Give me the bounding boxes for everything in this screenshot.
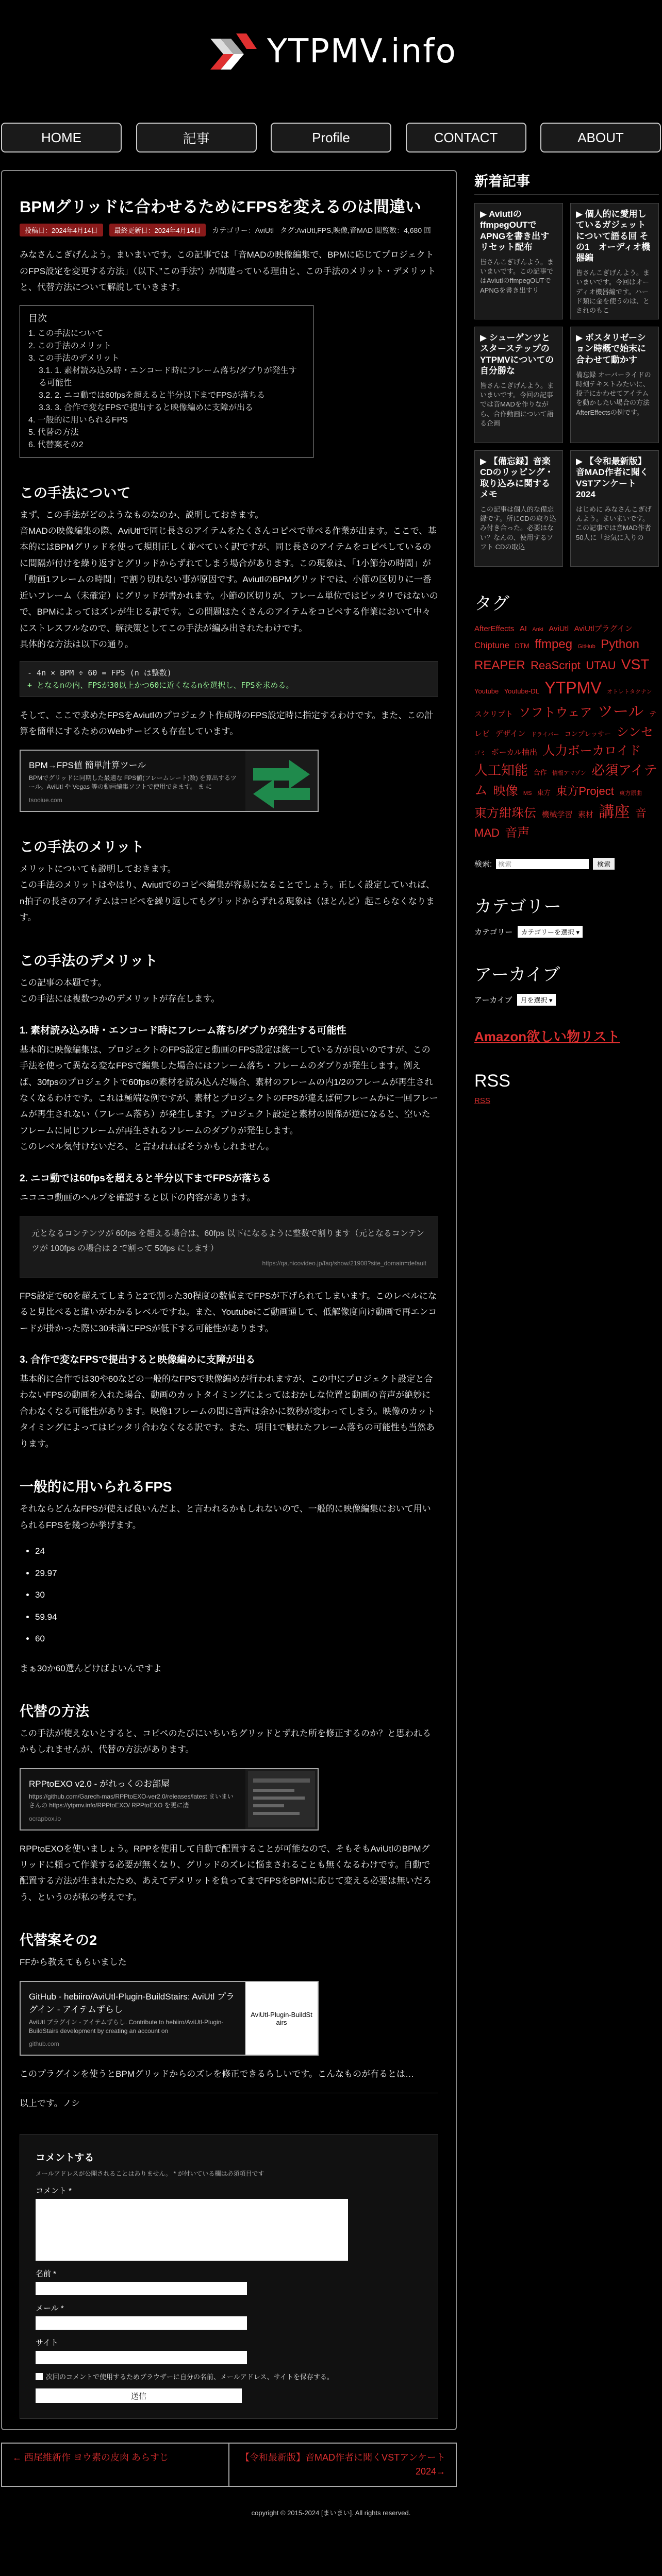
tag-link[interactable]: ボーカル抽出 (491, 748, 538, 757)
copyright: copyright © 2015-2024 [まいまい]. All rights reserved. (251, 2509, 411, 2517)
card-desc: BPMでグリッドに同期した最適な FPS値(フレームレート)数) を算出するツール。AviUtl や Vegas 等の動画編集ソフトで使用できます。 ま に (29, 774, 237, 791)
code-line: - 4n × BPM ÷ 60 = FPS (n は整数) (27, 668, 172, 677)
link-card-bpm-tool[interactable] (20, 750, 319, 812)
archive-label: アーカイブ (474, 996, 512, 1005)
new-post-title: ▶ AviutlのffmpegOUTでAPNGを書き出すリセット配布 (480, 209, 550, 252)
tag-link[interactable]: 機械学習 (541, 810, 573, 819)
subsection-heading: 3. 合作で変なFPSで提出すると映像編めに支障が出る (20, 1354, 256, 1366)
new-post-excerpt: 皆さんこぎげんよう。まいまいです。今回の記事では音MADを作りながら、合作動画について語る企画 (480, 382, 554, 427)
tag-link[interactable]: YTPMV (544, 679, 602, 697)
tag-link[interactable]: MS (523, 790, 532, 796)
search-label: 検索: (474, 860, 492, 869)
tag-link[interactable]: Anki (532, 626, 543, 633)
paragraph: そして、ここで求めたFPSをAviutlのプロジェクト作成時のFPS設定時に指定するわけです。また、この計算を簡単にするためのWebサービスも存在しています。 (20, 710, 434, 736)
quote-text: 元となるコンテンツが 60fps を超える場合は、60fps 以下になるように整数で割ります（元となるコンテンツが 100fps の場合は 2 で割って 50fps にします） (31, 1229, 425, 1253)
tag-link[interactable]: Youtube-DL (504, 687, 539, 695)
screenshot-thumbnail (245, 1769, 318, 1829)
card-desc: https://github.com/Garech-mas/RPPtoEXO-ver2.0/releases/latest まいまいさんの https://ytpmv.info/RPPtoEXO/ RPPtoEXO を更に凄 (29, 1792, 234, 1809)
tag-link[interactable]: 合作 (533, 769, 547, 776)
email-label: メール * (36, 2304, 64, 2313)
amazon-wishlist-link[interactable]: Amazon欲しい物リスト (474, 1029, 620, 1044)
new-post-title: ▶ ボスタリゼーション時概で始末に合わせて動かす (576, 333, 646, 365)
tag-link[interactable]: VST (621, 656, 650, 672)
archive-row (474, 994, 659, 1006)
paragraph: この手法のメリットはやはり、Aviutlでのコピペ編集が容易になることでしょう。正しく設定していれば、n拍子の長さのアイテムはコピペを繰り返してもグリッドからずれる現象は（ほとんど）起こらなくなります。 (20, 880, 435, 923)
page-layout (0, 170, 662, 2487)
toc-item[interactable]: 5. 代替の方法 (28, 428, 79, 437)
comment-form (20, 2134, 438, 2419)
nav-profile[interactable]: Profile (271, 123, 391, 152)
name-input[interactable] (36, 2282, 247, 2295)
card-domain: ocrapbox.io (29, 1815, 61, 1822)
nav-articles[interactable]: 記事 (136, 123, 257, 152)
fps-item: • 30 (35, 1584, 438, 1606)
category-select-value: カテゴリーを選択 (521, 928, 574, 936)
tag-link[interactable]: ReaScript (531, 659, 581, 672)
tag-link[interactable]: デザイン (495, 730, 526, 738)
rss-link[interactable]: RSS (474, 1096, 490, 1105)
site-label: サイト (36, 2338, 58, 2348)
paragraph: 基本的に合作では30や60などの一般的なFPSで映像編めが行われますが、この中にプロジェクト設定と合わないFPSの動画を入れた場合、動画のカットタイミングによってはおかしな位置と動画の音声が絶妙に合わなくなる可能性があります。映像1フレームの間に音声は余かに数秒が変わってしまう。映像のカットタイミングによってはビッタリ合わなくなる訳です。また、項目1で触れたフレーム落ちの可能性も当然あります。 (20, 1374, 436, 1449)
new-post-excerpt: 備忘録 オーバーライドの時刻テキストみたいに、投子にかわせてアイテムを動かしたい場合の方法 AfterEffectsの例です。 (576, 370, 651, 416)
nav-home[interactable]: HOME (1, 123, 122, 152)
link-card-rpptoexo[interactable] (20, 1768, 319, 1831)
published-date: 投稿日：2024年4月14日 (20, 224, 103, 236)
new-post-title: ▶ シューゲンツとスターステップのYTPMVについての自分勝な (480, 333, 554, 376)
paragraph: まず、この手法がどのようなものなのか、説明しておきます。 (20, 510, 264, 520)
archive-select[interactable]: 月を選択 ▾ (517, 994, 555, 1006)
new-posts-grid (474, 203, 659, 567)
card-title: BPM→FPS値 簡単計算ツール (29, 760, 146, 771)
tag-link[interactable]: 東方紺珠伝 (474, 806, 536, 820)
tag-link[interactable]: GitHub (577, 643, 595, 650)
section-heading: この手法について (20, 485, 131, 501)
card-text (21, 751, 245, 811)
comment-label: コメント * (36, 2187, 72, 2196)
post-navigation (1, 2443, 457, 2487)
paragraph: このレベル気付けないだろ、と言われればそうかもしれません。 (20, 1142, 275, 1152)
new-post-card[interactable] (570, 327, 659, 443)
code-block (20, 661, 438, 697)
updated-date: 最終更新日：2024年4月14日 (109, 224, 206, 236)
tag-link[interactable]: 素材 (577, 810, 593, 819)
site-title: YTPMV.info (267, 32, 457, 71)
toc-item[interactable]: 3.3. 3. 合作で変なFPSで提出すると映像編めに支障が出る (39, 403, 254, 412)
new-post-card[interactable] (474, 327, 563, 443)
post-title: BPMグリッドに合わせるためにFPSを変えるのは間違い (20, 198, 421, 216)
tag-link[interactable]: Youtube (474, 687, 499, 695)
tag-link[interactable]: DTM (515, 642, 529, 650)
tag-link[interactable]: テレビ (474, 710, 657, 738)
email-input[interactable] (36, 2316, 247, 2330)
tag-link[interactable]: REAPER (474, 658, 525, 672)
tag-link[interactable]: 人力ボーカロイド (542, 744, 641, 758)
link-card-github[interactable] (20, 1981, 319, 2056)
tag-link[interactable]: ゴミ (474, 750, 486, 756)
section-heading: この手法のデメリット (20, 953, 158, 969)
sidebar (474, 170, 659, 2487)
post-tags[interactable]: タグ:AviUtl,FPS,映像,音MAD 閲覧数：4,680 回 (280, 226, 432, 234)
paragraph: この手法には複数つかのデメリットが存在します。 (20, 994, 220, 1004)
save-info-row (36, 2371, 422, 2381)
fps-item: • 29.97 (35, 1563, 438, 1585)
new-post-title: ▶ 【令和最新版】音MAD作者に聞くVSTアンケート 2024 (576, 456, 649, 499)
github-thumbnail (245, 1982, 318, 2055)
fps-list (35, 1540, 438, 1650)
paragraph: 音MADの映像編集の際、AviUtlで同じ長さのアイテムをたくさんコピペで並べる作業が出ます。ここで、基本的にはBPMグリッドを使って規則正しく並べていく訳ですが、同じ長さのアイテムをコピペしているのに間隔が付けを繰り返すとグリッドからずれてしまう場合があります。この現象は、「1小節分の時間」が「動画1フレームの時間」で割り切れない事が原因です。AviutlのBPMグリッドでは、小節の区切りに一番近いフレーム（未確定）にグリッドが書かれます。小節の区切りが、フレーム単位ではピッタリではないので、BPMによってはズレが生じる訳です。この問題はたくさんのアイテムをコピペする作業において中々にストレスフルなので、解決策としてこの手法が編み出されたわけです。 (20, 526, 438, 633)
toc-list (28, 328, 305, 451)
archive-title: アーカイブ (474, 965, 560, 985)
card-desc: AviUtl プラグイン - アイテムずらし. Contribute to hebiiro/AviUtl-Plugin-BuildStairs development by creating an account on (29, 2018, 224, 2035)
table-of-contents (20, 305, 313, 458)
subsection-heading: 2. ニコ動では60fpsを超えると半分以下までFPSが落ちる (20, 1173, 271, 1184)
paragraph: FFから教えてもらいました (20, 1957, 127, 1968)
site-input[interactable] (36, 2351, 247, 2364)
fps-item: • 59.94 (35, 1606, 438, 1629)
fps-item: • 60 (35, 1628, 438, 1650)
section-heading: 代替案その2 (20, 1933, 97, 1948)
tag-link[interactable]: スクリプト (474, 710, 514, 719)
site-header (0, 0, 662, 103)
post-meta (20, 224, 438, 236)
arrows-icon (245, 751, 318, 811)
card-text (21, 1982, 245, 2055)
tag-link[interactable]: ドライバー (531, 732, 559, 738)
category-title: カテゴリー (474, 897, 561, 917)
post-article (1, 170, 457, 2430)
new-post-excerpt: 皆さんこぎげんよう。まいまいです。今回はオーディオ機器編です。ハード類に金を使うのは、とされのもこ (576, 269, 650, 314)
tag-link[interactable]: 必須アイテム (474, 762, 657, 798)
tag-cloud (474, 623, 659, 842)
code-line: + となるnの内、FPSが30以上かつ60に近くなるnを選択し、FPSを求める。 (27, 680, 294, 690)
rss-title: RSS (474, 1071, 510, 1091)
category-row (474, 926, 659, 938)
tag-link[interactable]: オトレトタクナン (607, 689, 652, 695)
paragraph: FPS設定で60を超えてしまうと2で割った30程度の数値までFPSが下げられてしまいます。このレベルになると見比べると違いがわかるレベルですね。また、Youtubeにご動画通して、低解像度向け動画で再エンコードが掛かった際に30未満にFPSが低下する可能性があります。 (20, 1291, 437, 1333)
card-domain: tsooiue.com (29, 796, 62, 804)
toc-item[interactable]: 4. 一般的に用いられるFPS (28, 415, 128, 425)
card-title: RPPtoEXO v2.0 - がれっくのお部屋 (29, 1778, 170, 1789)
paragraph: それならどんなFPSが使えば良いんだよ、と言われるかもしれないので、一般的に映像編集において用いられるFPSを幾つか挙げます。 (20, 1504, 431, 1530)
card-domain: github.com (29, 2040, 59, 2048)
save-info-label: 次回のコメントで使用するためブラウザーに自分の名前、メールアドレス、サイトを保存する。 (46, 2373, 334, 2381)
tag-link[interactable]: AviUtlプラグイン (574, 624, 633, 633)
save-info-checkbox[interactable] (36, 2373, 43, 2380)
toc-item[interactable]: 1. この手法について (28, 329, 104, 338)
new-post-excerpt: 皆さんこぎげんよう。まいまいです。この記事ではAviutlのffmpegOUTでAPNGを書き出すリ (480, 258, 554, 294)
paragraph: メリットについても説明しておきます。 (20, 864, 176, 874)
subsection-heading: 1. 素材読み込み時・エンコード時にフレーム落ち/ダブりが発生する可能性 (20, 1025, 346, 1036)
new-post-card[interactable] (570, 203, 659, 319)
new-post-card[interactable] (474, 203, 563, 319)
tag-link[interactable]: 東方Project (556, 785, 614, 798)
next-post-link[interactable]: 【令和最新版】音MAD作者に聞くVSTアンケート 2024→ (228, 2444, 456, 2486)
tag-link[interactable]: 音声 (505, 826, 530, 840)
tag-link[interactable]: 音MAD (474, 807, 647, 839)
main-column (1, 170, 457, 2487)
tag-link[interactable]: 講座 (599, 804, 630, 821)
toc-item[interactable]: 3.1. 1. 素材読み込み時・エンコード時にフレーム落ち/ダブりが発生する可能性 (39, 366, 297, 387)
tag-link[interactable]: UTAU (586, 659, 616, 672)
tag-link[interactable]: ffmpeg (535, 637, 573, 651)
new-post-title: ▶ 個人的に愛用しているガジェットについて語る回 その1 オーディオ機器編 (576, 209, 651, 263)
new-post-title: ▶ 【備忘録】音楽CDのリッピング・取り込みに関するメモ (480, 456, 554, 499)
toc-item[interactable]: 6. 代替案その2 (28, 440, 84, 449)
quote-cite[interactable]: https://qa.nicovideo.jp/faq/show/21908?site_domain=default (262, 1259, 426, 1267)
logo-icon (205, 23, 262, 80)
tag-link[interactable]: 東方原曲 (619, 790, 642, 796)
section-heading: この手法のメリット (20, 839, 144, 855)
comment-title: コメントする (36, 2153, 94, 2164)
thumb-text: AviUtl-Plugin-BuildSt airs (251, 2010, 312, 2026)
tag-link[interactable]: ツール (597, 703, 644, 720)
toc-item[interactable]: 3.2. 2. ニコ動では60fpsを超えると半分以下までFPSが落ちる (39, 391, 266, 400)
blockquote (20, 1216, 438, 1278)
toc-item[interactable]: 2. この手法のメリット (28, 341, 112, 350)
paragraph: 基本的に映像編集は、プロジェクトのFPS設定と動画のFPS設定は統一している方が良いのですが、この手法を使って異なる変なFPSで編集した場合にはフレーム落ち・フレームのダブりが発生します。例えば、30fpsのプロジェクトで60fpsの素材を読み込んだ場合、素材のフレームの内1/2のフレームが再生されなくなるわけです。これは極端な例ですが、素材とプロジェクトのFPSが違えば何フレームかに一回フレームが再生されない（フレーム落ち）が発生します。プロジェクト設定と素材の関係が逆になると、空いたフレームに同じフレームが再生されるフレームのダブりが発生します。 (20, 1044, 438, 1136)
paragraph: ニコニコ動画のヘルプを確認すると以下の内容があります。 (20, 1192, 256, 1202)
card-title: GitHub - hebiiro/AviUtl-Plugin-BuildStairs: AviUtl プラグイン - アイテムずらし (29, 1991, 235, 2014)
tag-link[interactable]: Chiptune (474, 640, 510, 650)
fps-item: • 24 (35, 1540, 438, 1563)
site-logo[interactable] (205, 23, 457, 80)
paragraph: この手法が使えないとすると、コピペのたびにいちいちグリッドとずれた所を修正するのか？と思われるかもしれませんが、代替の方法があります。 (20, 1728, 431, 1755)
category-label: カテゴリー (474, 928, 513, 937)
tag-link[interactable]: ソフトウェア (518, 706, 592, 720)
search-button[interactable]: 検索 (593, 858, 615, 870)
paragraph: この記事の本題です。 (20, 977, 107, 988)
new-post-card[interactable] (570, 450, 659, 567)
card-text (21, 1769, 245, 1829)
paragraph: まぁ30か60選んどけばよいんですよ (20, 1663, 162, 1673)
tag-link[interactable]: コンプレッサー (564, 730, 611, 738)
paragraph: このプラグインを使うとBPMグリッドからのズレを修正できるらしいです。こんなものが有るとは… (20, 2069, 414, 2079)
intro-text: みなさんこぎげんよう。まいまいです。この記事では「音MADの映像編集で、BPMに応じてプロジェクトのFPS設定を変更する方法」（以下、”この手法”）が間違っている理由と、この手法のメリット・デメリットと、代替方法について解説していきます。 (20, 250, 436, 293)
new-post-card[interactable] (474, 450, 563, 567)
section-heading: 代替の方法 (20, 1704, 89, 1720)
toc-item[interactable]: 3. この手法のデメリット (28, 353, 120, 363)
tag-title: タグ (474, 594, 509, 614)
post-category[interactable]: カテゴリー：AviUtl (212, 226, 274, 234)
tag-link[interactable]: 東方 (537, 789, 551, 796)
tag-link[interactable]: 情報アマゾン (552, 770, 586, 776)
tag-link[interactable]: 映像 (493, 784, 518, 798)
category-select[interactable]: カテゴリーを選択 ▾ (518, 926, 583, 938)
tag-link[interactable]: AviUtl (549, 624, 569, 633)
section-heading: 一般的に用いられるFPS (20, 1479, 172, 1495)
comment-textarea[interactable] (36, 2199, 348, 2261)
search-row (474, 858, 659, 870)
new-posts-title: 新着記事 (474, 170, 659, 195)
new-post-excerpt: はじめに みなさんこぎげんよう。まいまいです。この記事では音MAD作者50人に「お気に入りの (576, 505, 652, 541)
paragraph: 具体的な方法は以下の通り。 (20, 639, 134, 650)
tag-link[interactable]: Python (601, 637, 639, 651)
paragraph: RPPtoEXOを使いましょう。RPPを使用して自動で配置することが可能なので、そもそもAviUtlのBPMグリッドに頼って作業する必要が無くなり、グリッドのズレに悩まされることも無くなるわけです。自動で配置する方法が生まれたため、あえてデメリットを負ってまでFPSをBPMに応じて変える必要は無いだろう、というのが私の考えです。 (20, 1843, 432, 1902)
footer (0, 2507, 662, 2517)
new-post-excerpt: この記事は個人的な備忘録です。所にCDの取り込み付き合った。必要はない？なんの、使用するソフト CDの取込 (480, 505, 556, 551)
tag-link[interactable]: シンセ (616, 725, 653, 739)
name-label: 名前 * (36, 2269, 57, 2279)
prev-post-link[interactable]: ← 西尾維新作 ヨウ素の皮肉 あらすじ (12, 2452, 169, 2463)
nav-contact[interactable]: CONTACT (406, 123, 526, 152)
comment-note: メールアドレスが公開されることはありません。 * が付いている欄は必須項目です (36, 2170, 264, 2178)
search-input[interactable]: 検索 (496, 859, 589, 869)
archive-select-value: 月を選択 (520, 996, 548, 1004)
main-nav (0, 123, 662, 152)
tag-link[interactable]: AfterEffects (474, 624, 515, 633)
closing-text: 以上です。ノシ (20, 2093, 438, 2111)
submit-button[interactable]: 送信 (36, 2388, 242, 2403)
nav-about[interactable]: ABOUT (540, 123, 661, 152)
tag-link[interactable]: 人工知能 (474, 762, 528, 778)
tag-link[interactable]: AI (519, 624, 527, 633)
toc-title: 目次 (28, 313, 47, 324)
